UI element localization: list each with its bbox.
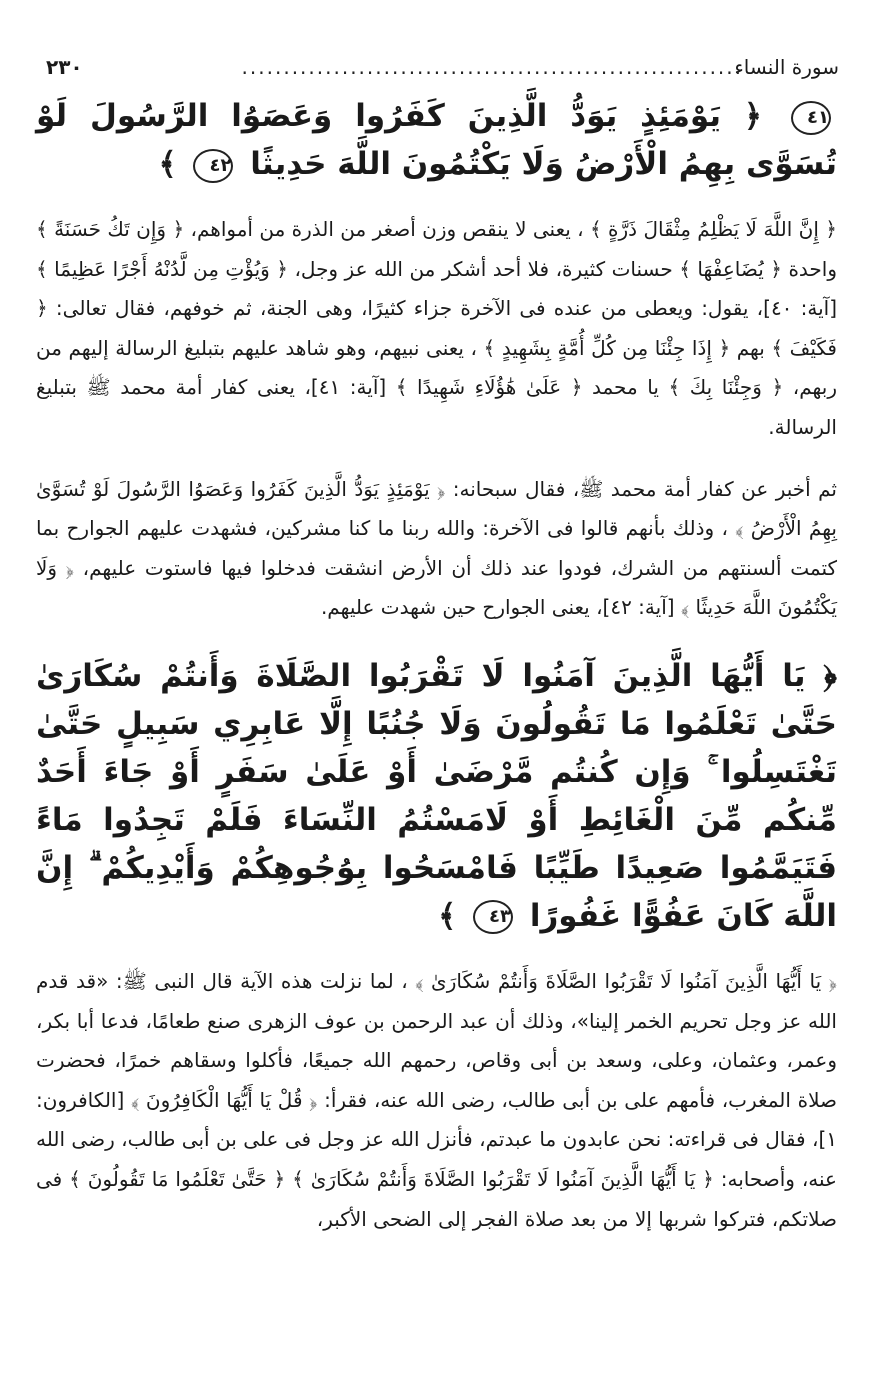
page-body [36, 92, 837, 1239]
verse-close-bracket: ﴾ [438, 897, 457, 934]
verse-close-bracket: ﴾ [158, 146, 177, 182]
page-header [34, 50, 839, 84]
tafsir-paragraph-2: ثم أخبر عن كفار أمة محمد ﷺ، فقال سبحانه: ﴿ يَوْمَئِذٍ يَوَدُّ الَّذِينَ كَفَرُوا وَعَصَوُا الرَّسُولَ لَوْ تُسَوَّىٰ بِهِمُ الْأَرْضُ ﴾ ، وذلك بأنهم قالوا فى الآخرة: والله ربنا ما كنا مشركين، فشهدت عليهم الجوارح بما كتمت ألسنتهم من الشرك، فودوا عند ذلك أن الأرض انشقت فدخلوا فيها فاستوت عليهم، ﴿ وَلَا يَكْتُمُونَ اللَّهَ حَدِيثًا ﴾ [آية: ٤٢]، يعنى الجوارح حين شهدت عليهم. [36, 476, 837, 620]
verse-text-41-42: ﴿ يَوْمَئِذٍ يَوَدُّ الَّذِينَ كَفَرُوا وَعَصَوُا الرَّسُولَ لَوْ تُسَوَّى بِهِمُ الْأَرْضُ وَلَا يَكْتُمُونَ اللَّهَ حَدِيثًا [36, 98, 837, 182]
quran-verse-43 [36, 652, 837, 940]
tafsir-paragraph-1: ﴿ إِنَّ اللَّهَ لَا يَظْلِمُ مِثْقَالَ ذَرَّةٍ ﴾ ، يعنى لا ينقص وزن أصغر من الذرة من أمواهم، ﴿ وَإِن تَكُ حَسَنَةً ﴾ واحدة ﴿ يُضَاعِفْهَا ﴾ حسنات كثيرة، فلا أحد أشكر من الله عز وجل، ﴿ وَيُؤْتِ مِن لَّدُنْهُ أَجْرًا عَظِيمًا ﴾ [آية: ٤٠]، يقول: ويعطى من عنده فى الآخرة جزاء كثيرًا، وهى الجنة، ثم خوفهم، فقال تعالى: ﴿ فَكَيْفَ ﴾ بهم ﴿ إِذَا جِئْنَا مِن كُلِّ أُمَّةٍ بِشَهِيدٍ ﴾ ، يعنى نبيهم، وهو شاهد عليهم بتبليغ الرسالة إليهم من ربهم، ﴿ وَجِئْنَا بِكَ ﴾ يا محمد ﴿ عَلَىٰ هَٰؤُلَاءِ شَهِيدًا ﴾ [آية: ٤١]، يعنى كفار أمة محمد ﷺ بتبليغ الرسالة. [36, 217, 838, 439]
surah-title: سورة النساء [734, 55, 839, 79]
quran-verse-41-42 [36, 92, 837, 188]
tafsir-paragraph-3: ﴿ يَا أَيُّهَا الَّذِينَ آمَنُوا لَا تَقْرَبُوا الصَّلَاةَ وَأَنتُمْ سُكَارَىٰ ﴾ ، لما نزلت هذه الآية قال النبى ﷺ: «قد قدم الله عز وجل تحريم الخمر إلينا»، وذلك أن عبد الرحمن بن عوف الزهرى صنع طعامًا، فدعا أبا بكر، وعمر، وعثمان، وعلى، وسعد بن أبى وقاص، رحمهم الله جميعًا، فأكلوا وسقاهم خمرًا، فحضرت صلاة المغرب، فأمهم على بن أبى طالب، رضى الله عنه، فقرأ: ﴿ قُلْ يَا أَيُّهَا الْكَافِرُونَ ﴾ [الكافرون: ١]، فقال فى قراءته: نحن عابدون ما عبدتم، فأنزل الله عز وجل فى على بن أبى طالب، رضى الله عنه، وأصحابه: ﴿ يَا أَيُّهَا الَّذِينَ آمَنُوا لَا تَقْرَبُوا الصَّلَاةَ وَأَنتُمْ سُكَارَىٰ ﴾ ﴿ حَتَّىٰ تَعْلَمُوا مَا تَقُولُونَ ﴾ فى صلاتكم، فتركوا شربها إلا من بعد صلاة الفجر إلى الضحى الأكبر، [36, 968, 837, 1231]
verse-text-43: ﴿ يَا أَيُّهَا الَّذِينَ آمَنُوا لَا تَقْرَبُوا الصَّلَاةَ وَأَنتُمْ سُكَارَىٰ حَتَّىٰ تَعْلَمُوا مَا تَقُولُونَ وَلَا جُنُبًا إِلَّا عَابِرِي سَبِيلٍ حَتَّىٰ تَغْتَسِلُوا ۚ وَإِن كُنتُم مَّرْضَىٰ أَوْ عَلَىٰ سَفَرٍ أَوْ جَاءَ أَحَدٌ مِّنكُم مِّنَ الْغَائِطِ أَوْ لَامَسْتُمُ النِّسَاءَ فَلَمْ تَجِدُوا مَاءً فَتَيَمَّمُوا صَعِيدًا طَيِّبًا فَامْسَحُوا بِوُجُوهِكُمْ وَأَيْدِيكُمْ ۗ إِنَّ اللَّهَ كَانَ عَفُوًّا غَفُورًا [36, 657, 837, 934]
verse-number-41: ٤١ [791, 101, 831, 135]
header-leader-dots: ............................................................ [241, 55, 743, 79]
verse-number-42: ٤٢ [193, 149, 233, 183]
page-number: ٢٣٠ [46, 55, 83, 79]
verse-number-43: ٤٣ [473, 900, 513, 934]
